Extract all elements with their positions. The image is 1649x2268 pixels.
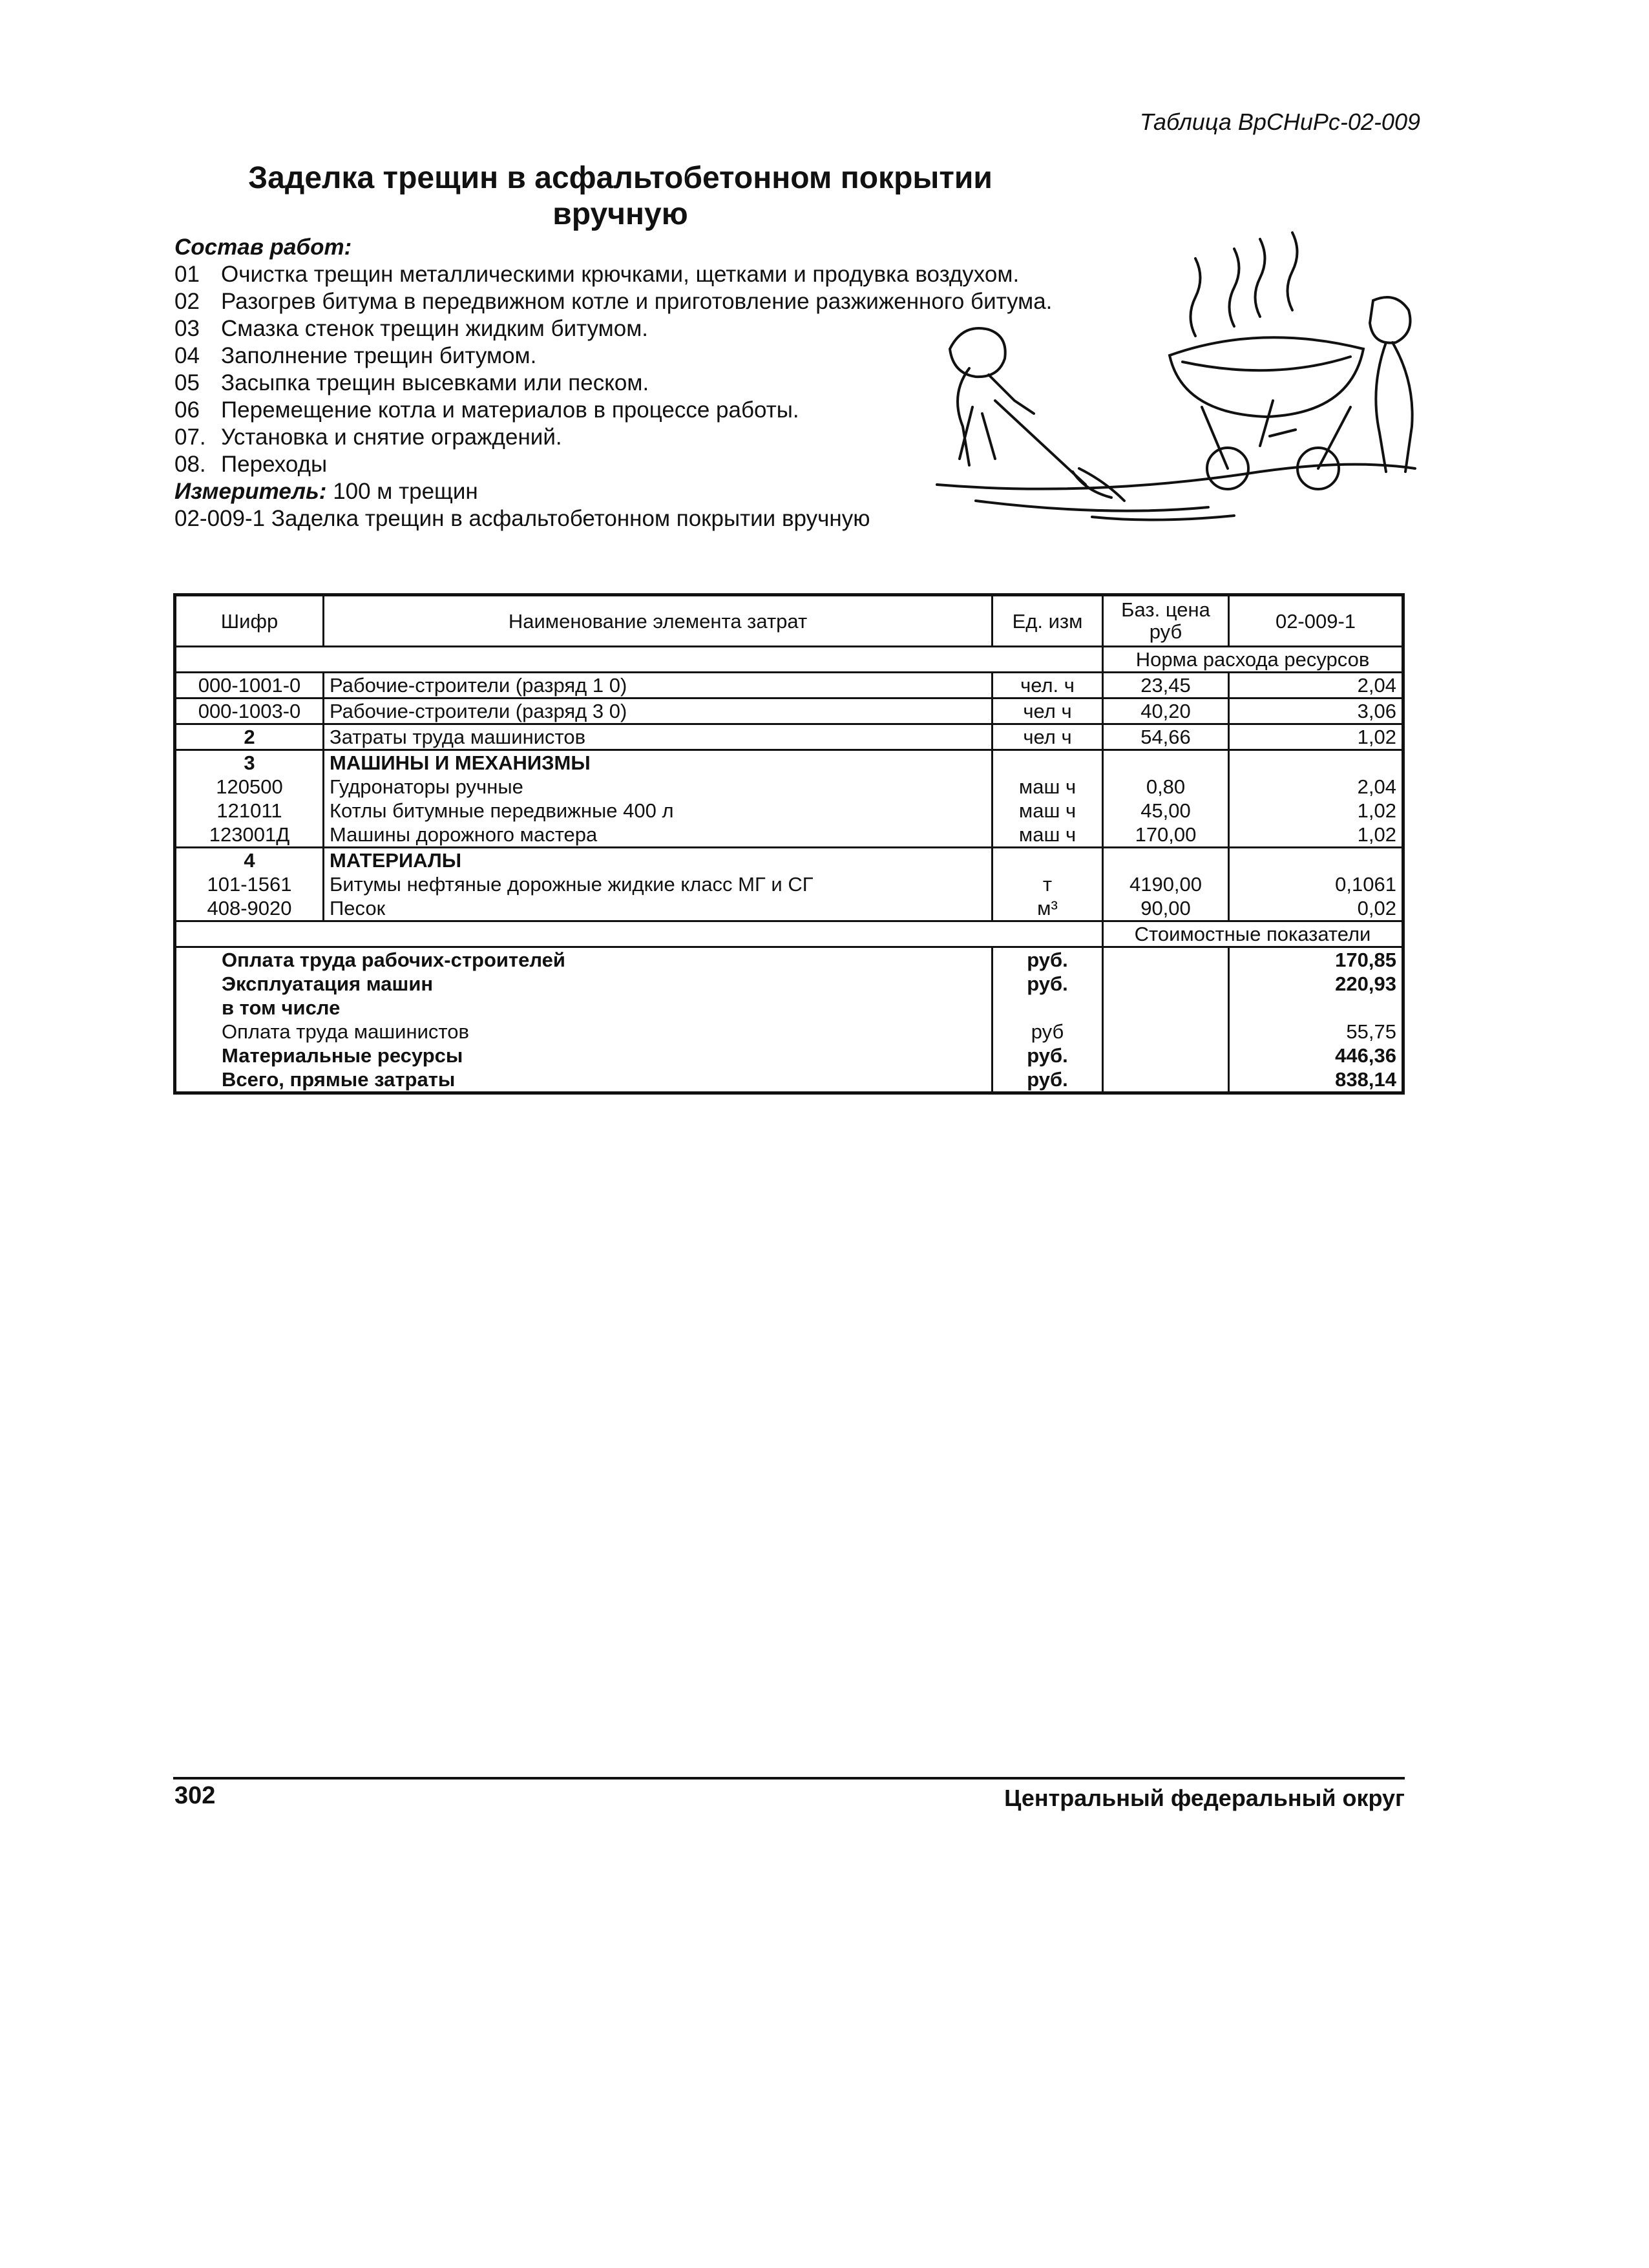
table-row: [175, 750, 1403, 775]
summary-value: 55,75: [1346, 1020, 1396, 1043]
table-row: [175, 896, 1403, 921]
summary-unit: руб.: [993, 947, 1103, 972]
section-label-row: [175, 647, 1403, 673]
blank-cell: [1103, 1067, 1229, 1093]
summary-name: в том числе: [222, 996, 341, 1019]
summary-unit: руб.: [993, 1044, 1103, 1067]
header-price: Баз. цена руб: [1103, 595, 1229, 647]
row-unit: м³: [993, 896, 1103, 921]
row-price: 54,66: [1103, 724, 1229, 750]
work-item-code: 08.: [174, 452, 206, 477]
row-name: Битумы нефтяные дорожные жидкие класс МГ и СГ: [324, 872, 993, 896]
meter-value: 100 м трещин: [333, 479, 478, 504]
row-name: МАТЕРИАЛЫ: [324, 848, 993, 873]
row-norm: 2,04: [1357, 775, 1396, 798]
table-row: [175, 848, 1403, 873]
summary-value: 220,93: [1335, 972, 1396, 995]
row-norm: [1229, 750, 1403, 775]
header-norm: 02-009-1: [1229, 595, 1403, 647]
summary-name: Оплата труда рабочих-строителей: [222, 949, 565, 971]
blank-cell: [1103, 1020, 1229, 1044]
row-norm: 3,06: [1229, 698, 1403, 724]
row-code: 000-1003-0: [175, 698, 324, 724]
table-row: [175, 698, 1403, 724]
cost-table: [173, 593, 1405, 1095]
row-name: Машины дорожного мастера: [324, 823, 993, 848]
row-name: Затраты труда машинистов: [324, 724, 993, 750]
norm-line: 02-009-1 Заделка трещин в асфальтобетонном покрытии вручную: [174, 506, 870, 531]
summary-name: Оплата труда машинистов: [222, 1020, 469, 1043]
workers-illustration: [898, 213, 1428, 536]
table-header-row: [175, 595, 1403, 647]
title-line-1: Заделка трещин в асфальтобетонном покрытии: [248, 161, 993, 195]
page-number: 302: [174, 1782, 216, 1809]
row-code: 3: [175, 750, 324, 775]
summary-unit: [993, 996, 1103, 1020]
work-item-text: Заполнение трещин битумом.: [221, 343, 537, 368]
row-norm: 0,1061: [1335, 873, 1396, 896]
row-name: Песок: [324, 896, 993, 921]
work-item-text: Засыпка трещин высевками или песком.: [221, 370, 649, 395]
work-item-text: Перемещение котла и материалов в процессе работы.: [221, 397, 799, 423]
row-norm: 1,02: [1229, 823, 1403, 848]
row-unit: маш ч: [993, 799, 1103, 823]
meter-label: Измеритель:: [174, 479, 327, 504]
cost-label: Стоимостные показатели: [1103, 921, 1403, 947]
work-item-code: 04: [174, 343, 200, 368]
blank-cell: [1103, 947, 1229, 972]
row-code: 000-1001-0: [175, 673, 324, 698]
work-item-text: Установка и снятие ограждений.: [221, 425, 562, 450]
row-price: [1103, 750, 1229, 775]
footer-divider: [173, 1777, 1405, 1780]
row-unit: т: [993, 872, 1103, 896]
summary-row: [175, 947, 1403, 972]
work-item-text: Очистка трещин металлическими крючками, щетками и продувка воздухом.: [221, 262, 1020, 287]
summary-name: Всего, прямые затраты: [222, 1068, 456, 1091]
summary-row: [175, 972, 1403, 996]
row-unit: чел ч: [993, 724, 1103, 750]
row-name: Рабочие-строители (разряд 1 0): [324, 673, 993, 698]
row-unit: [993, 848, 1103, 873]
row-unit: [993, 750, 1103, 775]
row-price: 4190,00: [1103, 872, 1229, 896]
row-code: 2: [175, 724, 324, 750]
summary-value: 446,36: [1335, 1044, 1396, 1067]
row-price: 23,45: [1103, 673, 1229, 698]
summary-row: [175, 1067, 1403, 1093]
row-norm: 2,04: [1229, 673, 1403, 698]
blank-cell: [1103, 972, 1229, 996]
resources-label: Норма расхода ресурсов: [1103, 647, 1403, 673]
row-unit: чел ч: [993, 698, 1103, 724]
blank-cell: [175, 647, 1103, 673]
summary-name: Эксплуатация машин: [222, 972, 434, 995]
summary-value: 838,14: [1335, 1068, 1396, 1091]
section-label-row: [175, 921, 1403, 947]
row-price: 45,00: [1103, 799, 1229, 823]
blank-cell: [175, 921, 1103, 947]
row-code: 408-9020: [175, 896, 324, 921]
work-item-code: 07.: [174, 425, 206, 450]
work-item-code: 01: [174, 262, 200, 287]
row-code: 4: [175, 848, 324, 873]
blank-cell: [1103, 996, 1229, 1020]
blank-cell: [1103, 1044, 1229, 1067]
work-item-text: Переходы: [221, 452, 328, 477]
row-unit: маш ч: [993, 775, 1103, 799]
row-norm: 1,02: [1229, 724, 1403, 750]
work-item-code: 03: [174, 316, 200, 341]
summary-unit: руб.: [993, 972, 1103, 996]
row-price: 90,00: [1103, 896, 1229, 921]
row-code: 101-1561: [175, 872, 324, 896]
row-name: Гудронаторы ручные: [324, 775, 993, 799]
row-name: Рабочие-строители (разряд 3 0): [324, 698, 993, 724]
table-row: [175, 872, 1403, 896]
header-code: Шифр: [175, 595, 324, 647]
table-row: [175, 724, 1403, 750]
row-norm: 0,02: [1229, 896, 1403, 921]
table-row: [175, 823, 1403, 848]
summary-unit: руб: [993, 1020, 1103, 1044]
row-unit: чел. ч: [993, 673, 1103, 698]
summary-value: [1229, 996, 1403, 1020]
work-item-code: 05: [174, 370, 200, 395]
work-item-code: 06: [174, 397, 200, 423]
row-price: [1103, 848, 1229, 873]
summary-name: Материальные ресурсы: [222, 1044, 463, 1067]
header-name: Наименование элемента затрат: [324, 595, 993, 647]
header-unit: Ед. изм: [993, 595, 1103, 647]
row-name: МАШИНЫ И МЕХАНИЗМЫ: [324, 750, 993, 775]
row-code: 120500: [175, 775, 324, 799]
work-item-code: 02: [174, 289, 200, 314]
row-price: 40,20: [1103, 698, 1229, 724]
composition-label: Состав работ:: [174, 235, 352, 260]
summary-row: [175, 996, 1403, 1020]
table-row: [175, 799, 1403, 823]
work-item-text: Разогрев битума в передвижном котле и приготовление разжиженного битума.: [221, 289, 1053, 314]
row-price: 170,00: [1103, 823, 1229, 848]
row-name: Котлы битумные передвижные 400 л: [324, 799, 993, 823]
row-norm: 1,02: [1357, 799, 1396, 822]
row-norm: [1229, 848, 1403, 873]
summary-row: [175, 1044, 1403, 1067]
title-line-2: вручную: [552, 197, 688, 231]
summary-unit: руб.: [993, 1067, 1103, 1093]
summary-row: [175, 1020, 1403, 1044]
row-price: 0,80: [1103, 775, 1229, 799]
summary-value: 170,85: [1335, 949, 1396, 971]
table-reference: Таблица ВрСНиРс-02-009: [1139, 109, 1420, 135]
row-code: 123001Д: [175, 823, 324, 848]
table-row: [175, 775, 1403, 799]
row-unit: маш ч: [993, 823, 1103, 848]
table-row: [175, 673, 1403, 698]
footer-region: Центральный федеральный округ: [1004, 1785, 1405, 1811]
row-code: 121011: [175, 799, 324, 823]
work-item-text: Смазка стенок трещин жидким битумом.: [221, 316, 649, 341]
